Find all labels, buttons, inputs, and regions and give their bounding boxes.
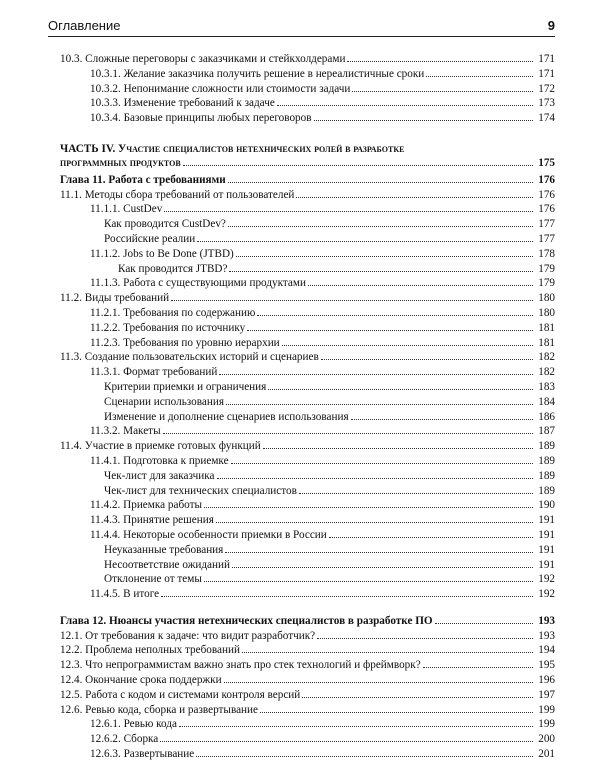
- toc-entry-page: 191: [538, 558, 555, 571]
- toc-entry-page: 173: [538, 97, 555, 110]
- leader-dots: [317, 638, 533, 639]
- toc-entry-title: Чек-лист для заказчика: [104, 469, 215, 482]
- toc-entry: [60, 658, 555, 673]
- toc-entry: [60, 587, 555, 602]
- toc-entry-title: 11.2.2. Требования по источнику: [90, 321, 246, 334]
- leader-dots: [257, 315, 533, 316]
- leader-dots: [197, 241, 533, 242]
- toc-entry: [60, 732, 555, 747]
- toc-entry: [60, 688, 555, 703]
- toc-entry-title: Изменение и дополнение сценариев использования: [104, 410, 349, 423]
- toc-entry: [60, 572, 555, 587]
- leader-dots: [231, 463, 533, 464]
- toc-entry-title: 12.6.1. Ревью кода: [90, 718, 177, 731]
- toc-entry-page: 171: [538, 67, 555, 80]
- toc-entry: [60, 247, 555, 262]
- toc-entry-title: Как проводится JTBD?: [118, 262, 228, 275]
- toc-entry: [60, 67, 555, 82]
- toc-entry: [60, 232, 555, 247]
- toc-entry: [60, 469, 555, 484]
- leader-dots: [302, 697, 533, 698]
- leader-dots: [229, 271, 533, 272]
- toc-entry-page: 192: [538, 573, 555, 586]
- leader-dots: [183, 165, 533, 166]
- toc-entry: [60, 747, 555, 762]
- toc-entry-title: Сценарии использования: [104, 395, 224, 408]
- toc-entry: [60, 558, 555, 573]
- leader-dots: [435, 623, 533, 624]
- leader-dots: [219, 374, 533, 375]
- leader-dots: [228, 182, 533, 183]
- section-10-3-list: [60, 52, 555, 126]
- toc-entry-title: 12.3. Что непрограммистам важно знать про стек технологий и фреймворк?: [60, 659, 421, 672]
- part-page: 175: [538, 156, 555, 169]
- toc-entry-title: Отклонение от темы: [104, 573, 202, 586]
- toc-entry-page: 184: [538, 395, 555, 408]
- leader-dots: [299, 493, 533, 494]
- leader-dots: [196, 756, 533, 757]
- toc-entry-page: 196: [538, 674, 555, 687]
- chapter-12-page: 193: [538, 614, 555, 627]
- toc-entry-title: 11.4.1. Подготовка к приемке: [90, 454, 229, 467]
- leader-dots: [204, 507, 533, 508]
- leader-dots: [217, 478, 534, 479]
- toc-entry: [60, 528, 555, 543]
- part-heading: [60, 142, 555, 156]
- toc-entry: [60, 365, 555, 380]
- leader-dots: [226, 404, 533, 405]
- toc-entry-title: 11.4.5. В итоге: [90, 588, 160, 601]
- leader-dots: [179, 726, 533, 727]
- running-header: [48, 18, 555, 37]
- toc-entry-title: Чек-лист для технических специалистов: [104, 484, 297, 497]
- toc-entry-page: 181: [538, 336, 555, 349]
- toc-entry: [60, 424, 555, 439]
- toc-entry-title: 12.4. Окончание срока поддержки: [60, 674, 222, 687]
- toc-entry: [60, 276, 555, 291]
- toc-entry-page: 193: [538, 629, 555, 642]
- toc-entry: [60, 484, 555, 499]
- toc-entry-title: Российские реалии: [104, 232, 196, 245]
- toc-entry-page: 177: [538, 218, 555, 231]
- toc-entry: [60, 439, 555, 454]
- toc-entry-title: 11.4.4. Некоторые особенности приемки в России: [90, 528, 327, 541]
- toc-entry-page: 189: [538, 484, 555, 497]
- toc-entry-page: 195: [538, 659, 555, 672]
- toc-entry-title: 12.2. Проблема неполных требований: [60, 644, 240, 657]
- toc-entry-page: 179: [538, 277, 555, 290]
- toc-entry: [60, 262, 555, 277]
- toc-entry: [60, 188, 555, 203]
- toc-entry-title: 12.1. От требования к задаче: что видит разработчик?: [60, 629, 316, 642]
- leader-dots: [260, 712, 533, 713]
- toc-entry-title: 12.5. Работа с кодом и системами контроля версий: [60, 688, 301, 701]
- leader-dots: [351, 419, 533, 420]
- chapter-11-page: 176: [538, 173, 555, 186]
- chapter-11-heading: [60, 173, 555, 188]
- toc-entry-page: 180: [538, 306, 555, 319]
- leader-dots: [242, 652, 533, 653]
- leader-dots: [308, 285, 533, 286]
- toc-entry-title: 10.3.4. Базовые принципы любых переговоров: [90, 112, 312, 125]
- toc-entry-page: 187: [538, 425, 555, 438]
- toc-entry-title: Критерии приемки и ограничения: [104, 380, 267, 393]
- toc-entry-title: 11.3.2. Макеты: [90, 425, 161, 438]
- toc-entry: [60, 111, 555, 126]
- leader-dots: [296, 197, 533, 198]
- leader-dots: [314, 120, 533, 121]
- toc-entry-page: 183: [538, 380, 555, 393]
- leader-dots: [204, 581, 533, 582]
- toc-entry: [60, 321, 555, 336]
- toc-entry-page: 189: [538, 440, 555, 453]
- toc-entry-title: Как проводится CustDev?: [104, 218, 226, 231]
- toc-entry: [60, 513, 555, 528]
- leader-dots: [247, 330, 533, 331]
- chapter-12-title: Глава 12. Нюансы участия нетехнических специалистов в разработке ПО: [60, 614, 433, 627]
- toc-entry-title: 11.2.1. Требования по содержанию: [90, 306, 256, 319]
- leader-dots: [282, 345, 533, 346]
- toc-entry-page: 180: [538, 292, 555, 305]
- toc-entry-page: 177: [538, 232, 555, 245]
- toc-entry-title: 11.3.1. Формат требований: [90, 366, 218, 379]
- toc-entry-title: 11.4.2. Приемка работы: [90, 499, 202, 512]
- leader-dots: [321, 359, 533, 360]
- leader-dots: [161, 596, 533, 597]
- leader-dots: [352, 91, 533, 92]
- toc-entry-title: 11.2. Виды требований: [60, 292, 170, 305]
- toc-entry-page: 182: [538, 351, 555, 364]
- header-page-number: 9: [547, 18, 555, 33]
- leader-dots: [236, 256, 533, 257]
- part-heading-line2: программных продуктов: [60, 156, 181, 169]
- toc-entry: [60, 291, 555, 306]
- toc-entry-title: Неуказанные требования: [104, 543, 224, 556]
- toc-entry-page: 189: [538, 454, 555, 467]
- leader-dots: [163, 433, 533, 434]
- leader-dots: [225, 552, 533, 553]
- toc-entry-title: 12.6. Ревью кода, сборка и развертывание: [60, 703, 258, 716]
- toc-entry-page: 197: [538, 688, 555, 701]
- chapter-12-list: [60, 629, 555, 762]
- toc-entry-title: 12.6.3. Развертывание: [90, 748, 195, 761]
- toc-entry: [60, 410, 555, 425]
- toc-entry-title: Несоответствие ожиданий: [104, 558, 230, 571]
- toc-entry: [60, 454, 555, 469]
- toc-entry-page: 182: [538, 366, 555, 379]
- chapter-12-heading: [60, 614, 555, 629]
- toc-entry-page: 201: [538, 748, 555, 761]
- leader-dots: [171, 300, 533, 301]
- chapter-11-list: [60, 188, 555, 602]
- toc-entry: [60, 202, 555, 217]
- leader-dots: [423, 667, 533, 668]
- toc-entry-title: 11.1.2. Jobs to Be Done (JTBD): [90, 247, 234, 260]
- part-heading-row: [60, 156, 555, 171]
- toc-entry-title: 11.1.1. CustDev: [90, 203, 163, 216]
- toc-entry-page: 176: [538, 203, 555, 216]
- toc-entry: [60, 350, 555, 365]
- leader-dots: [263, 448, 533, 449]
- header-title: Оглавление: [48, 18, 121, 33]
- toc-entry: [60, 543, 555, 558]
- leader-dots: [164, 211, 533, 212]
- toc-entry-page: 199: [538, 703, 555, 716]
- table-of-contents: [60, 52, 555, 762]
- toc-entry-title: 12.6.2. Сборка: [90, 733, 159, 746]
- toc-entry-title: 11.4.3. Принятие решения: [90, 514, 214, 527]
- leader-dots: [228, 226, 533, 227]
- toc-entry-page: 171: [538, 53, 555, 65]
- toc-entry: [60, 82, 555, 97]
- toc-entry-title: 10.3.2. Непонимание сложности или стоимости задачи: [90, 82, 351, 95]
- leader-dots: [347, 61, 533, 62]
- toc-entry: [60, 643, 555, 658]
- toc-entry: [60, 395, 555, 410]
- toc-entry: [60, 498, 555, 513]
- toc-entry: [60, 673, 555, 688]
- toc-entry-page: 191: [538, 543, 555, 556]
- toc-entry: [60, 629, 555, 644]
- toc-entry-title: 11.3. Создание пользовательских историй и сценариев: [60, 351, 319, 364]
- toc-entry: [60, 306, 555, 321]
- toc-entry: [60, 336, 555, 351]
- leader-dots: [224, 682, 533, 683]
- leader-dots: [329, 537, 533, 538]
- toc-entry-title: 10.3.3. Изменение требований к задаче: [90, 97, 275, 110]
- leader-dots: [160, 741, 533, 742]
- toc-entry-page: 199: [538, 718, 555, 731]
- part-heading-line1: ЧАСТЬ IV. Участие специалистов нетехнических ролей в разработке: [60, 142, 405, 155]
- toc-entry-page: 181: [538, 321, 555, 334]
- toc-entry-page: 172: [538, 82, 555, 95]
- toc-entry-page: 179: [538, 262, 555, 275]
- toc-entry: [60, 717, 555, 732]
- leader-dots: [277, 105, 533, 106]
- leader-dots: [426, 76, 533, 77]
- leader-dots: [232, 567, 533, 568]
- toc-entry-title: 10.3.1. Желание заказчика получить решение в нереалистичные сроки: [90, 67, 425, 80]
- leader-dots: [268, 389, 533, 390]
- chapter-11-title: Глава 11. Работа с требованиями: [60, 173, 226, 186]
- toc-entry-title: 11.1. Методы сбора требований от пользователей: [60, 188, 295, 201]
- toc-entry-title: 11.4. Участие в приемке готовых функций: [60, 440, 261, 453]
- toc-entry: [60, 703, 555, 718]
- toc-entry: [60, 217, 555, 232]
- toc-entry-title: 11.1.3. Работа с существующими продуктами: [90, 277, 306, 290]
- toc-entry-page: 190: [538, 499, 555, 512]
- toc-entry: [60, 52, 555, 67]
- toc-entry-title: 11.2.3. Требования по уровню иерархии: [90, 336, 280, 349]
- toc-entry-page: 191: [538, 514, 555, 527]
- toc-entry-page: 200: [538, 733, 555, 746]
- toc-entry-title: 10.3. Сложные переговоры с заказчиками и стейкхолдерами: [60, 53, 346, 65]
- toc-entry-page: 174: [538, 112, 555, 125]
- toc-entry-page: 194: [538, 644, 555, 657]
- leader-dots: [216, 522, 533, 523]
- toc-entry-page: 192: [538, 588, 555, 601]
- toc-entry-page: 191: [538, 528, 555, 541]
- toc-entry: [60, 96, 555, 111]
- toc-entry-page: 186: [538, 410, 555, 423]
- toc-entry-page: 176: [538, 188, 555, 201]
- toc-entry: [60, 380, 555, 395]
- toc-entry-page: 189: [538, 469, 555, 482]
- toc-entry-page: 178: [538, 247, 555, 260]
